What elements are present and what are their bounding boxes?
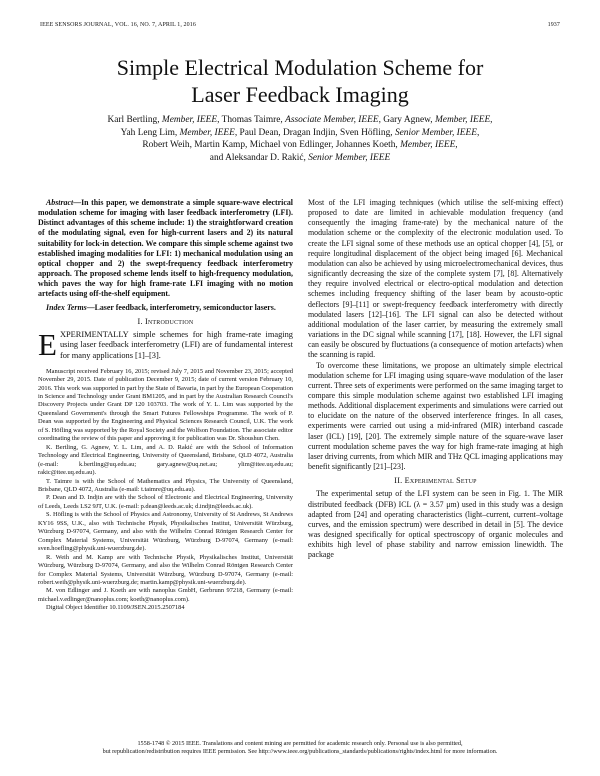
footnotes	[38, 368, 293, 613]
footnote-affiliation-taimre: T. Taimre is with the School of Mathematics and Physics, The University of Queensland, Brisbane, QLD 4072, Australia (e-mail: t.taimre@uq.edu.au).	[38, 477, 293, 493]
abstract-label: Abstract	[46, 198, 74, 207]
footnote-doi: Digital Object Identifier 10.1109/JSEN.2015.2507184	[46, 604, 185, 612]
title-line-2: Laser Feedback Imaging	[191, 82, 409, 107]
footnote-affiliation-wurzburg: R. Weih and M. Kamp are with Technische Physik, Physikalisches Institut, Universität Würzburg, Würzburg D-97074, Germany, and also the Wilhelm Conrad Röntgen Research Center for Complex Material Systems, Universität Würzburg, Würzburg D-97074, Germany (e-mail: robert.weih@physik.uni-wuerzburg.de; martin.kamp@physik.uni-wuerzburg.de).	[38, 553, 293, 586]
author-list	[0, 114, 600, 164]
abstract	[38, 198, 293, 300]
footer-line-2: but republication/redistribution requires IEEE permission. See http://www.ieee.org/publications_standards/publications/rights/index.html for more information.	[102, 748, 498, 756]
index-terms-label: Index Terms	[46, 302, 87, 312]
body-paragraph-3: The experimental setup of the LFI system can be seen in Fig. 1. The MIR distributed feedback (DFB) ICL (λ = 3.57 μm) used in this study was a design adapted from [24] and operating characteristics (light–current, current–voltage curves, and the emission spectrum) were described in detail in [5]. The device was designed specifically for optical spectroscopy of organic molecules and exhibits high level of phase stability and narrow emission linewidth. The package	[308, 489, 563, 560]
abstract-text: —In this paper, we demonstrate a simple square-wave electrical modulation scheme for imaging with laser feedback interferometry (LFI). Distinct advantages of this scheme include: 1) the straightforward creation of the modulating signal, even for high-current lasers and 2) its natural suitability for lock-in detection. We compare this simple scheme against two established imaging modalities for LFI: 1) mechanical modulation using an optical chopper and 2) the swept-frequency feedback interferometry approach. The proposed scheme lends itself to high-frequency modulation, which paves the way for high frame-rate LFI imaging with no motion artefacts using off-the-shelf equipment.	[38, 198, 293, 299]
index-terms-text: —Laser feedback, interferometry, semiconductor lasers.	[86, 302, 276, 312]
author-line-1: Karl Bertling, Member, IEEE, Thomas Taimre, Associate Member, IEEE, Gary Agnew, Member, IEEE,	[107, 115, 493, 125]
intro-lead-word: XPERIMENTALLY	[59, 329, 129, 339]
footnote-manuscript: Manuscript received February 16, 2015; revised July 7, 2015 and November 23, 2015; accepted November 29, 2015. Date of publication December 9, 2015; date of current version February 10, 2016. This work was supported in part by the State of Bavaria, in part by the European Cooperation in Science and Technology under Grant BM1205, and in part by the Australian Research Council's Discovery Projects under Grant DP 120 103703. The work of Y. L. Lim was supported by the Queensland Government's through the Smart Futures Fellowships Programme. The work of P. Dean was supported by the Engineering and Physical Sciences Research Council, U.K. The work of S. Höfling was supported by the Royal Society and the Wolfson Foundation. The associate editor coordinating the review of this paper and approving it for publication was Dr. Shoushun Chen.	[38, 367, 294, 443]
page-number: 1937	[547, 22, 560, 28]
paper-title	[0, 54, 600, 108]
left-column	[38, 198, 293, 613]
intro-paragraph	[38, 326, 293, 362]
footer-line-1: 1558-1748 © 2015 IEEE. Translations and content mining are permitted for academic research only. Personal use is also permitted,	[137, 740, 463, 747]
title-line-1: Simple Electrical Modulation Scheme for	[116, 55, 484, 80]
intro-text: simple schemes for high frame-rate imaging using laser feedback interferometry (LFI) are of fundamental interest for many applications [1]–[3].	[59, 329, 293, 361]
running-header	[0, 22, 600, 32]
author-line-3: Robert Weih, Martin Kamp, Michael von Edlinger, Johannes Koeth, Member, IEEE,	[142, 140, 458, 150]
author-line-4: and Aleksandar D. Rakić, Senior Member, IEEE	[209, 152, 391, 163]
author-line-2: Yah Leng Lim, Member, IEEE, Paul Dean, Dragan Indjin, Sven Höfling, Senior Member, IEEE,	[120, 127, 480, 138]
body-paragraph-2: To overcome these limitations, we propose an ultimately simple electrical modulation scheme for LFI imaging using square-wave modulation of the laser current. Three sets of experiments were performed on the same imaging target to compare this simple modulation scheme against two established LFI imaging methods. Additional displacement experiments and simulations were carried out to elucidate on the nature of the observed interference fringes. In all cases, experiments were carried out using a mid-infrared (MIR) interband cascade laser (ICL) [19], [20]. The extremely simple nature of the square-wave laser current modulation scheme paves the way for high frame-rate imaging at high laser driving currents, from which MIR and THz QCL imaging applications may benefit significantly [21]–[23].	[308, 360, 563, 472]
footnote-affiliation-leeds: P. Dean and D. Indjin are with the School of Electronic and Electrical Engineering, University of Leeds, Leeds LS2 9JT, U.K. (e-mail: p.dean@leeds.ac.uk; d.indjin@leeds.ac.uk).	[38, 494, 293, 510]
footnote-affiliation-nanoplus: M. von Edlinger and J. Koeth are with nanoplus GmbH, Gerbrunn 97218, Germany (e-mail: michael.v.edlinger@nanoplus.com; koeth@nanoplus.com).	[38, 587, 293, 603]
body-paragraph-1: Most of the LFI imaging techniques (which utilise the self-mixing effect) proposed to date are limited in achievable modulation frequency (and consequently the imaging frame-rate) by the mechanical nature of the modulation scheme or the complexity of the electronic modulation used. To create the LFI signal some of these methods use an optical chopper [4], [5], or require longitudinal displacement of the object being imaged [6]. Mechanical modulation can also be achieved by using microelectromechanical devices, thus significantly decreasing the size of the complete system [7], [8]. Alternatively they require involved electrical or electro-optical modulation and detection schemes including frequency shifting of the laser beam by acousto-optic deflectors [9]–[11] or swept-frequency feedback interferometry with directly modulated lasers [12]–[16]. The LFI signal can also be detected without additional modulation of the laser carrier, by measuring the extremely small variations in the DC signal while scanning [17], [18]. However, the LFI signal can easily be obscured by fluctuations (a consequence of motion artefacts) when the scanning is rapid.	[308, 198, 563, 360]
copyright-footer	[0, 740, 600, 757]
footnote-affiliation-uq: K. Bertling, G. Agnew, Y. L. Lim, and A. D. Rakić are with the School of Information Technology and Electrical Engineering, University of Queensland, Brisbane, QLD 4072, Australia (e-mail: k.bertling@uq.edu.au; gary.agnew@uq.net.au; ylim@itee.uq.edu.au; rakic@itee.uq.edu.au).	[38, 443, 293, 477]
drop-cap: E	[38, 326, 57, 362]
right-column	[308, 198, 563, 560]
footnote-affiliation-hofling: S. Höfling is with the School of Physics and Astronomy, University of St Andrews, St Andrews KY16 9SS, U.K., also with Technische Physik, Physikalisches Institut, Universität Würzburg, Würzburg D-97074, Germany, and also with the Wilhelm Conrad Röntgen Research Center for Complex Material Systems, Universität Würzburg, Würzburg D-97074, Germany (e-mail: sven.hoefling@physik.uni-wuerzburg.de).	[38, 511, 293, 553]
journal-info: IEEE SENSORS JOURNAL, VOL. 16, NO. 7, APRIL 1, 2016	[40, 22, 196, 28]
section-heading-experimental-setup: II. Experimental Setup	[394, 476, 477, 486]
index-terms	[38, 303, 293, 313]
section-heading-introduction: I. Introduction	[137, 316, 194, 326]
